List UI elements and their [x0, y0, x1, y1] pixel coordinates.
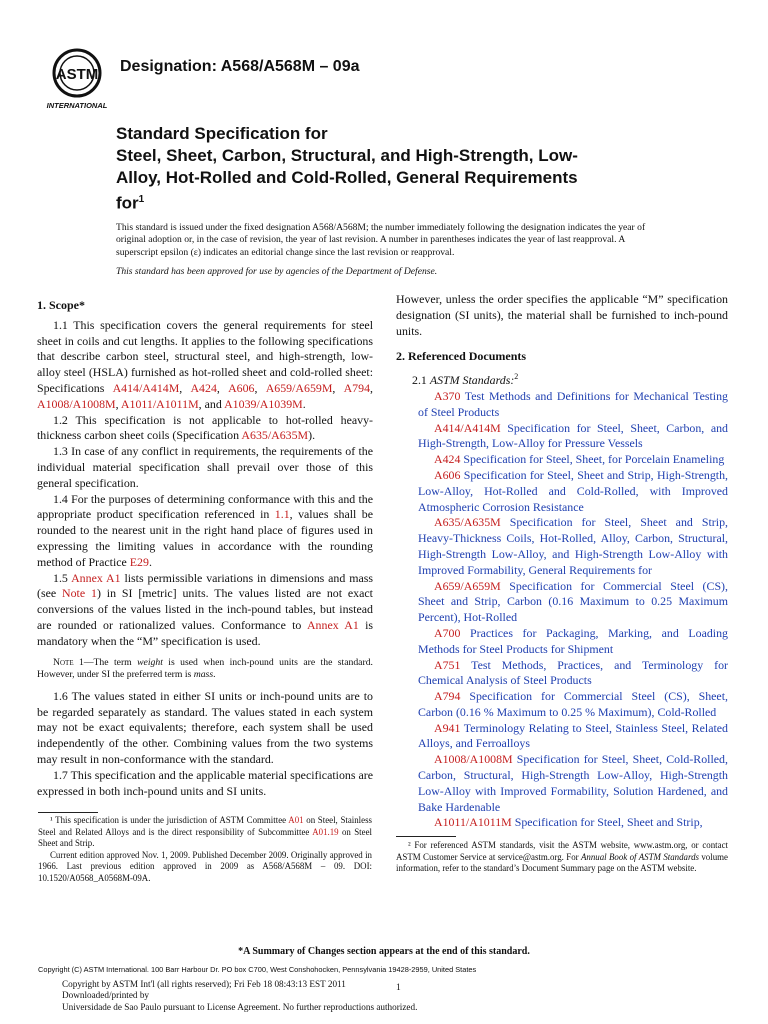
reference-item — [396, 452, 728, 468]
ref-A606[interactable]: A606 — [228, 380, 255, 395]
copyright-line: Copyright (C) ASTM International. 100 Barr Harbour Dr. PO box C700, West Conshohocken, Pennsylvania 19428-2959, United States — [38, 965, 477, 974]
reference-item — [396, 468, 728, 515]
ref-E29[interactable]: E29 — [129, 554, 149, 569]
scope-1-6: 1.6 The values stated in either SI units or inch-pound units are to be regarded separately as standard. The values stated in each system may not be exact equivalents; therefore, each system shall be used independently of the other. Combining values from the two systems may result in non-conformance with the standard. — [37, 688, 373, 766]
reference-title-link[interactable]: Specification for Steel, Sheet and Strip, — [514, 815, 703, 830]
reference-title-link[interactable]: Specification for Steel, Sheet, Cold-Rolled, Carbon, Structural, High-Strength Low-Alloy, High-Strength Low-Alloy with Improved Formability, Solution Hardened, and Bake Hardenable — [418, 752, 728, 814]
title-line-1: Standard Specification for — [116, 124, 328, 143]
ref-section-1-1[interactable]: 1.1 — [274, 507, 290, 522]
astm-logo — [44, 46, 114, 112]
issue-note: This standard is issued under the fixed designation A568/A568M; the number immediately following the designation indicates the year of original adoption or, in the case of revision, the year of last revision. A number in parentheses indicates the year of last reapproval. A superscript epsilon (ε) indicates an editorial change since the last revision or reapproval. — [116, 222, 646, 258]
scope-1-4: 1.4 For the purposes of determining conformance with this and the appropriate product specification referenced in 1.1, values shall be rounded to the nearest unit in the right hand place of figures used in expressing the limiting values in accordance with the rounding method of Practice E29. — [37, 491, 374, 569]
ref-A1008[interactable]: A1008/A1008M — [37, 396, 116, 411]
logo-subtext: INTERNATIONAL — [46, 101, 108, 110]
title-line-3: Alloy, Hot-Rolled and Cold-Rolled, General Requirements — [116, 168, 578, 187]
reference-title-link[interactable]: Specification for Steel, Sheet, for Porcelain Enameling — [463, 452, 725, 467]
reference-code-link[interactable]: A1011/A1011M — [434, 815, 512, 830]
ref-A424[interactable]: A424 — [190, 380, 217, 395]
right-column — [396, 292, 728, 831]
reference-item — [396, 689, 728, 721]
scope-heading: 1. Scope* — [37, 298, 85, 312]
referenced-documents-heading: 2. Referenced Documents — [396, 349, 527, 364]
download-notice — [62, 979, 417, 1013]
reference-list — [396, 389, 728, 831]
download-line-1: Copyright by ASTM Int'l (all rights reserved); Fri Feb 18 08:43:13 EST 2011 — [62, 979, 346, 989]
ref-annex-a1[interactable]: Annex A1 — [71, 570, 121, 585]
scope-1-1: 1.1 This specification covers the general requirements for steel sheet in coils and cut lengths. It applies to the following specifications that describe carbon steel, structural steel, and high-strength, low-alloy steel (HSLA) furnished as hot-rolled sheet and cold-rolled sheet: Specifications A414/A414M, A424, A606, A659/A659M, A794, A1008/A1008M, A1011/A1011M, and A1039/A1039M. — [37, 317, 374, 411]
reference-item — [396, 579, 728, 626]
ref-note-1[interactable]: Note 1 — [62, 586, 97, 601]
reference-item — [396, 515, 728, 578]
reference-title-link[interactable]: Test Methods, Practices, and Terminology for Chemical Analysis of Steel Products — [418, 657, 728, 688]
ref-A794[interactable]: A794 — [343, 380, 371, 395]
reference-title-link[interactable]: Specification for Steel, Sheet, Carbon, and High-Strength, Low-Alloy for Pressure Vessels — [418, 420, 728, 451]
reference-title-link[interactable]: Test Methods and Definitions for Mechanical Testing of Steel Products — [418, 388, 728, 419]
reference-title-link[interactable]: Terminology Relating to Steel, Stainless Steel, Related Alloys, and Ferroalloys — [418, 720, 728, 751]
reference-title-link[interactable]: Specification for Commercial Steel (CS), Sheet and Strip, Carbon (0.16 Maximum to 0.25 Maximum Percent), Hot-Rolled — [418, 578, 728, 625]
ref-annex-a1-2[interactable]: Annex A1 — [306, 617, 359, 632]
scope-1-2: 1.2 This specification is not applicable to hot-rolled heavy-thickness carbon sheet coils (Specification A635/A635M). — [37, 412, 373, 443]
reference-item — [396, 815, 728, 831]
ref-A1011[interactable]: A1011/A1011M — [120, 396, 199, 411]
left-column — [37, 292, 373, 799]
reference-code-link[interactable]: A635/A635M — [434, 515, 501, 530]
designation: Designation: A568/A568M – 09a — [120, 58, 360, 75]
astm-logo-icon — [44, 46, 114, 112]
reference-code-link[interactable]: A370 — [434, 388, 461, 403]
reference-code-link[interactable]: A700 — [434, 625, 461, 640]
footnote-rule-right — [396, 836, 456, 837]
reference-item — [396, 421, 728, 453]
title-line-2: Steel, Sheet, Carbon, Structural, and High-Strength, Low- — [116, 146, 578, 165]
reference-code-link[interactable]: A751 — [434, 657, 461, 672]
scope-1-7: 1.7 This specification and the applicable material specifications are expressed in both inch-pound units and SI units. — [37, 767, 373, 798]
reference-title-link[interactable]: Specification for Steel, Sheet and Strip, High-Strength, Low-Alloy, Hot-Rolled and Cold-Rolled, with Improved Atmospheric Corrosion Resistance — [418, 467, 728, 514]
astm-standards-subheading: 2.1 ASTM Standards:$^2$ — [412, 372, 519, 388]
reference-code-link[interactable]: A941 — [434, 720, 461, 735]
approval-note: This standard has been approved for use by agencies of the Department of Defense. — [116, 266, 438, 277]
download-line-2: Downloaded/printed by — [62, 990, 150, 1001]
reference-code-link[interactable]: A424 — [434, 452, 461, 467]
title-line-4: for — [116, 193, 139, 213]
reference-title-link[interactable]: Specification for Steel, Sheet and Strip, Heavy-Thickness Coils, Hot-Rolled, Alloy, Carbon, Structural, High-Strength Low-Alloy, and High-Strength Low-Alloy with Improved Formability, General Requirements for — [418, 515, 728, 577]
reference-title-link[interactable]: Practices for Packaging, Marking, and Loading Methods for Steel Products for Shipment — [418, 625, 728, 656]
reference-item — [396, 752, 728, 815]
document-title — [116, 124, 636, 214]
reference-item — [396, 626, 728, 658]
scope-1-1-text: 1.1 This specification covers the general requirements for steel sheet in coils and cut lengths. It applies to the following specifications that describe carbon steel, structural steel, and high-strength, low-alloy steel (HSLA) furnished as hot-rolled sheet and cold-rolled sheet: Specifications — [37, 317, 373, 395]
footnote-1: ¹ This specification is under the jurisdiction of ASTM Committee A01 on Steel, Stainless Steel and Related Alloys and is the direct responsibility of Subcommittee A01.19 on Steel Sheet and Strip. Current edition approved Nov. 1, 2009. Published December 2009. Originally approved in 1966. Last previous edition approved in 2009 as A568/A568M – 09. DOI: 10.1520/A0568_A0568M-09A. — [38, 815, 372, 883]
title-footnote-mark: 1 — [138, 194, 145, 205]
scope-1-3: 1.3 In case of any conflict in requirements, the requirements of the individual material specification shall prevail over those of this general specification. — [37, 444, 373, 490]
scope-1-7-continued: However, unless the order specifies the applicable “M” specification designation (SI units), the material shall be furnished to inch-pound units. — [396, 292, 728, 338]
page-number: 1 — [396, 983, 401, 993]
ref-A635[interactable]: A635/A635M — [241, 428, 309, 443]
reference-title-link[interactable]: Specification for Commercial Steel (CS), Sheet, Carbon (0.16 % Maximum to 0.25 % Maximum), Cold-Rolled — [418, 689, 728, 719]
reference-code-link[interactable]: A659/A659M — [434, 578, 501, 593]
note-1: Note 1—The term weight is used when inch-pound units are the standard. However, under SI the preferred term is mass. — [37, 656, 373, 681]
download-line-3: Universidade de Sao Paulo pursuant to License Agreement. No further reproductions authorized. — [62, 1001, 418, 1012]
reference-item — [396, 389, 728, 421]
ref-subcommittee-A01-19[interactable]: A01.19 — [312, 826, 339, 837]
reference-item — [396, 658, 728, 690]
summary-of-changes-note: *A Summary of Changes section appears at the end of this standard. — [238, 946, 530, 957]
logo-text: ASTM — [55, 66, 99, 83]
ref-A1039[interactable]: A1039/A1039M — [224, 396, 303, 411]
footnote-rule-left — [38, 812, 98, 813]
ref-committee-A01[interactable]: A01 — [288, 815, 304, 825]
reference-code-link[interactable]: A606 — [434, 467, 461, 482]
ref-A414[interactable]: A414/A414M — [112, 380, 180, 395]
reference-code-link[interactable]: A414/A414M — [434, 420, 501, 435]
ref-A659[interactable]: A659/A659M — [265, 380, 333, 395]
reference-code-link[interactable]: A794 — [434, 689, 461, 704]
scope-1-5: 1.5 Annex A1 lists permissible variations in dimensions and mass (see Note 1) in SI [metric] units. The values listed are not exact conversions of the values listed in the inch-pound tables, but instead are rounded or rationalized values. Conformance to Annex A1 is mandatory when the “M” specification is used. — [37, 570, 374, 648]
reference-item — [396, 721, 728, 753]
reference-code-link[interactable]: A1008/A1008M — [434, 752, 513, 767]
footnote-2: ² For referenced ASTM standards, visit the ASTM website, www.astm.org, or contact ASTM Customer Service at service@astm.org. For Annual Book of ASTM Standards volume information, refer to the standard’s Document Summary page on the ASTM website. — [396, 840, 728, 874]
